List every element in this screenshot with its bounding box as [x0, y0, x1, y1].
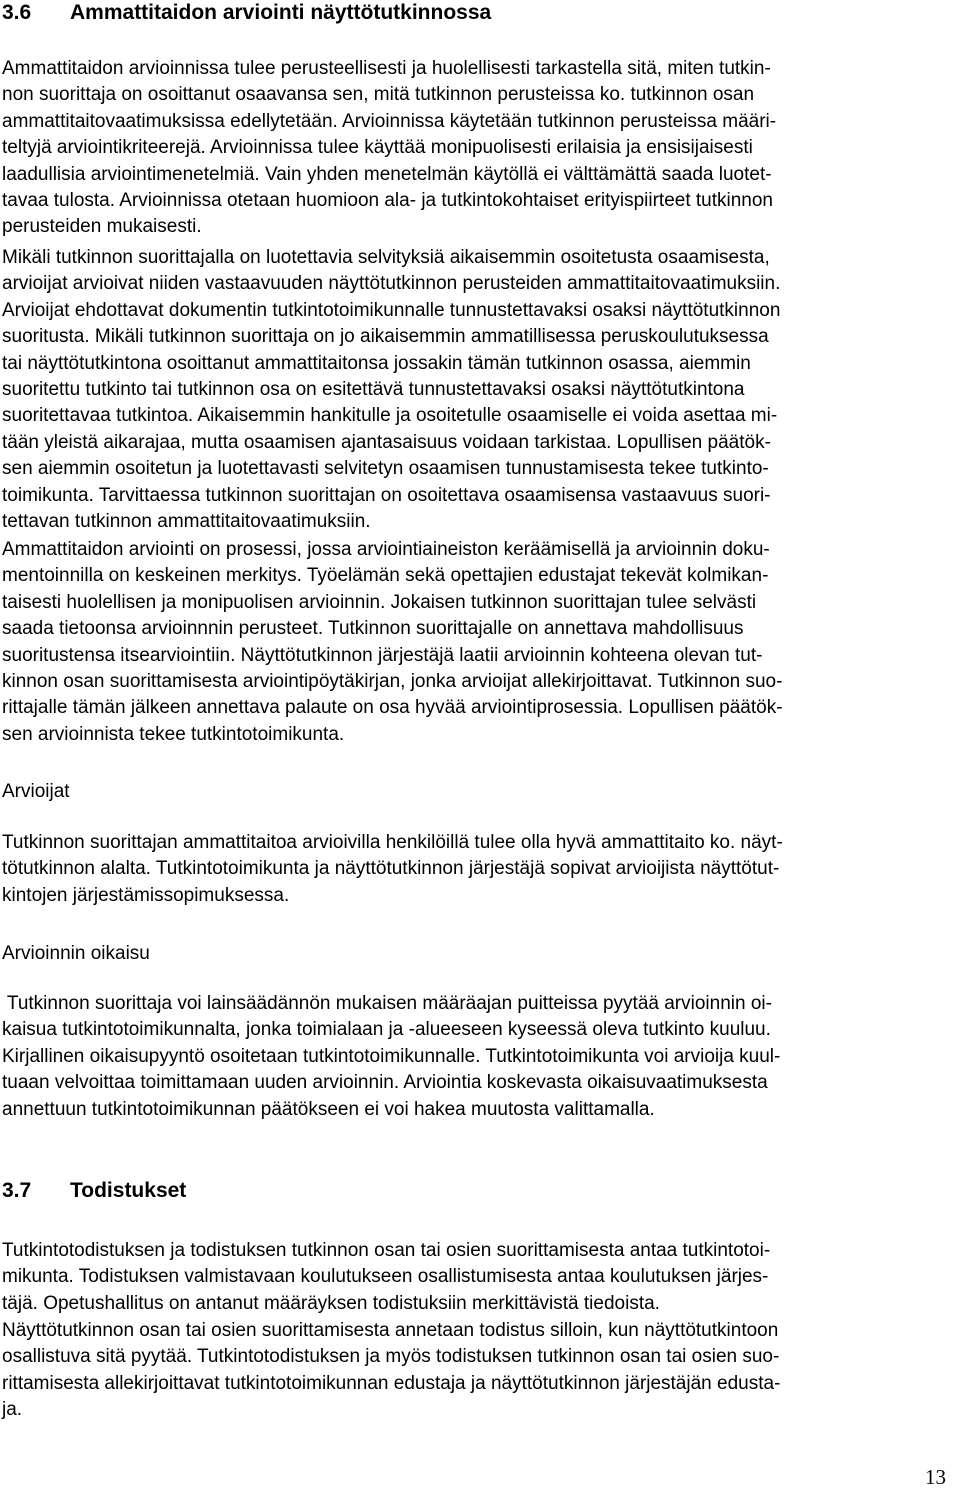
subheading-arvioijat: Arvioijat: [2, 781, 70, 802]
text-line: mikunta. Todistuksen valmistavaan koulutukseen osallistumisesta antaa koulutuksen järjes-: [2, 1266, 769, 1288]
text-line: Tutkintotodistuksen ja todistuksen tutkinnon osan tai osien suorittamisesta antaa tutkintotoi-: [2, 1240, 771, 1261]
text-line: mentoinnilla on keskeinen merkitys. Työelämän sekä opettajien edustajat tekevät kolmikan-: [2, 565, 769, 587]
text-line: tötutkinnon alalta. Tutkintotoimikunta ja näyttötutkinnon järjestäjä sopivat arvioijista näyttötut-: [2, 858, 780, 880]
text-line: kaisua tutkintotoimikunnalta, jonka toimialaan ja -alueeseen kyseessä oleva tutkinto kuuluu.: [2, 1019, 771, 1041]
text-line: ja.: [2, 1399, 23, 1421]
text-line: Mikäli tutkinnon suorittajalla on luotettavia selvityksiä aikaisemmin osoitetusta osaamisesta,: [2, 247, 770, 268]
text-line: tai näyttötutkintona osoittanut ammattitaitonsa jossakin tämän tutkinnon osassa, aiemmin: [2, 352, 751, 374]
text-line: taisesti huolellisen ja monipuolisen arvioinnin. Jokaisen tutkinnon suorittajan tulee selvästi: [2, 591, 757, 613]
paragraph-assessment-intro: [2, 56, 776, 241]
section-heading-3-7: [2, 1178, 186, 1204]
text-line: suoritusta. Mikäli tutkinnon suorittaja on jo aikaisemmin ammatillisessa peruskoulutuksessa: [2, 326, 769, 348]
text-line: suoritettavaa tutkintoa. Aikaisemmin hankitulle ja osoitetulle osaamiselle ei voida asettaa mi-: [2, 405, 778, 427]
section-number: 3.7: [2, 1179, 32, 1202]
section-title: Todistukset: [70, 1179, 187, 1202]
text-line: Tutkinnon suorittajan ammattitaitoa arvioivilla henkilöillä tulee olla hyvä ammattitaito ko. näyt-: [2, 832, 783, 853]
paragraph-assessors: [2, 830, 783, 909]
text-line: laadullisia arviointimenetelmiä. Vain yhden menetelmän käytöllä ei välttämättä saada luotet-: [2, 163, 772, 185]
text-line: suoritustensa itsearviointiin. Näyttötutkinnon järjestäjä laatii arvioinnin kohteena olevan tut-: [2, 644, 763, 666]
text-line: toimikunta. Tarvittaessa tutkinnon suorittajan on osoitettava osaamisensa vastaavuus suori-: [2, 484, 771, 506]
section-number: 3.6: [2, 1, 32, 24]
text-line: tavaa tulosta. Arvioinnissa otetaan huomioon ala- ja tutkintokohtaiset erityispiirteet tutkinnon: [2, 190, 774, 212]
text-line: ammattitaitovaatimuksissa edellytetään. Arvioinnissa käytetään tutkinnon perusteissa määri-: [2, 110, 777, 132]
text-line: täjä. Opetushallitus on antanut määräyksen todistuksiin merkittävistä tiedoista.: [2, 1292, 660, 1314]
text-line: sen aiemmin osoitetun ja luotettavasti selvitetyn osaamisen tunnustamisesta tekee tutkinto-: [2, 458, 769, 480]
text-line: Tutkinnon suorittaja voi lainsäädännön mukaisen määräajan puitteissa pyytää arvioinnin oi-: [2, 993, 772, 1014]
text-line: tään yleistä aikarajaa, mutta osaamisen ajantasaisuus voidaan tarkistaa. Lopullisen päätök-: [2, 431, 771, 453]
text-line: arvioijat arvioivat niiden vastaavuuden näyttötutkinnon perusteiden ammattitaitovaatimuksiin.: [2, 273, 781, 295]
section-title: Ammattitaidon arviointi näyttötutkinnossa: [70, 1, 492, 24]
text-line: non suorittaja on osoittanut osaavansa sen, mitä tutkinnon perusteissa ko. tutkinnon osan: [2, 84, 755, 106]
text-line: osallistuva sitä pyytää. Tutkintotodistuksen ja myös todistuksen tutkinnon osan tai osien suo-: [2, 1346, 780, 1368]
text-line: tuaan velvoittaa toimittamaan uuden arvioinnin. Arviointia koskevasta oikaisuvaatimuksesta: [2, 1072, 768, 1094]
text-line: Näyttötutkinnon osan tai osien suorittamisesta annetaan todistus silloin, kun näyttötutkintoon: [2, 1320, 779, 1341]
text-line: kinnon osan suorittamisesta arviointipöytäkirjan, jonka arvioijat allekirjoittavat. Tutkinnon suo-: [2, 671, 783, 693]
text-line: rittamisesta allekirjoittavat tutkintotoimikunnan edustaja ja näyttötutkinnon järjestäjän edusta-: [2, 1372, 781, 1394]
text-line: suoritettu tutkinto tai tutkinnon osa on esitettävä tunnustettavaksi osaksi näyttötutkintona: [2, 379, 745, 401]
text-line: rittajalle tämän jälkeen annettava palaute on osa hyvää arviointiprosessia. Lopullisen päätök-: [2, 697, 783, 719]
text-line: kintojen järjestämissopimuksessa.: [2, 884, 290, 906]
paragraph-appeal: [2, 991, 780, 1123]
paragraph-certificate-issuance: [2, 1318, 780, 1424]
paragraph-prior-competence: [2, 245, 780, 535]
paragraph-certificates: [2, 1238, 770, 1317]
subheading-oikaisu: Arvioinnin oikaisu: [2, 943, 150, 964]
text-line: teltyjä arviointikriteerejä. Arvioinnissa tulee käyttää monipuolisesti erilaisia ja ensisijaisesti: [2, 137, 753, 159]
page-number: 13: [925, 1465, 946, 1489]
text-line: Arvioijat ehdottavat dokumentin tutkintotoimikunnalle tunnustettavaksi osaksi näyttötutkinnon: [2, 299, 781, 321]
text-line: saada tietoonsa arvioinnnin perusteet. Tutkinnon suorittajalle on annettava mahdollisuus: [2, 618, 744, 640]
text-line: perusteiden mukaisesti.: [2, 216, 202, 238]
text-line: sen arvioinnista tekee tutkintotoimikunta.: [2, 723, 345, 745]
section-heading-3-6: [2, 0, 491, 26]
text-line: tettavan tutkinnon ammattitaitovaatimuksiin.: [2, 511, 371, 533]
text-line: annettuun tutkintotoimikunnan päätökseen ei voi hakea muutosta valittamalla.: [2, 1098, 655, 1120]
paragraph-assessment-process: [2, 537, 783, 748]
text-line: Ammattitaidon arviointi on prosessi, jossa arviointiaineiston keräämisellä ja arvioinnin doku-: [2, 539, 770, 560]
text-line: Kirjallinen oikaisupyyntö osoitetaan tutkintotoimikunnalle. Tutkintotoimikunta voi arvioija kuul-: [2, 1045, 781, 1067]
text-line: Ammattitaidon arvioinnissa tulee perusteellisesti ja huolellisesti tarkastella sitä, miten tutkin-: [2, 58, 771, 79]
